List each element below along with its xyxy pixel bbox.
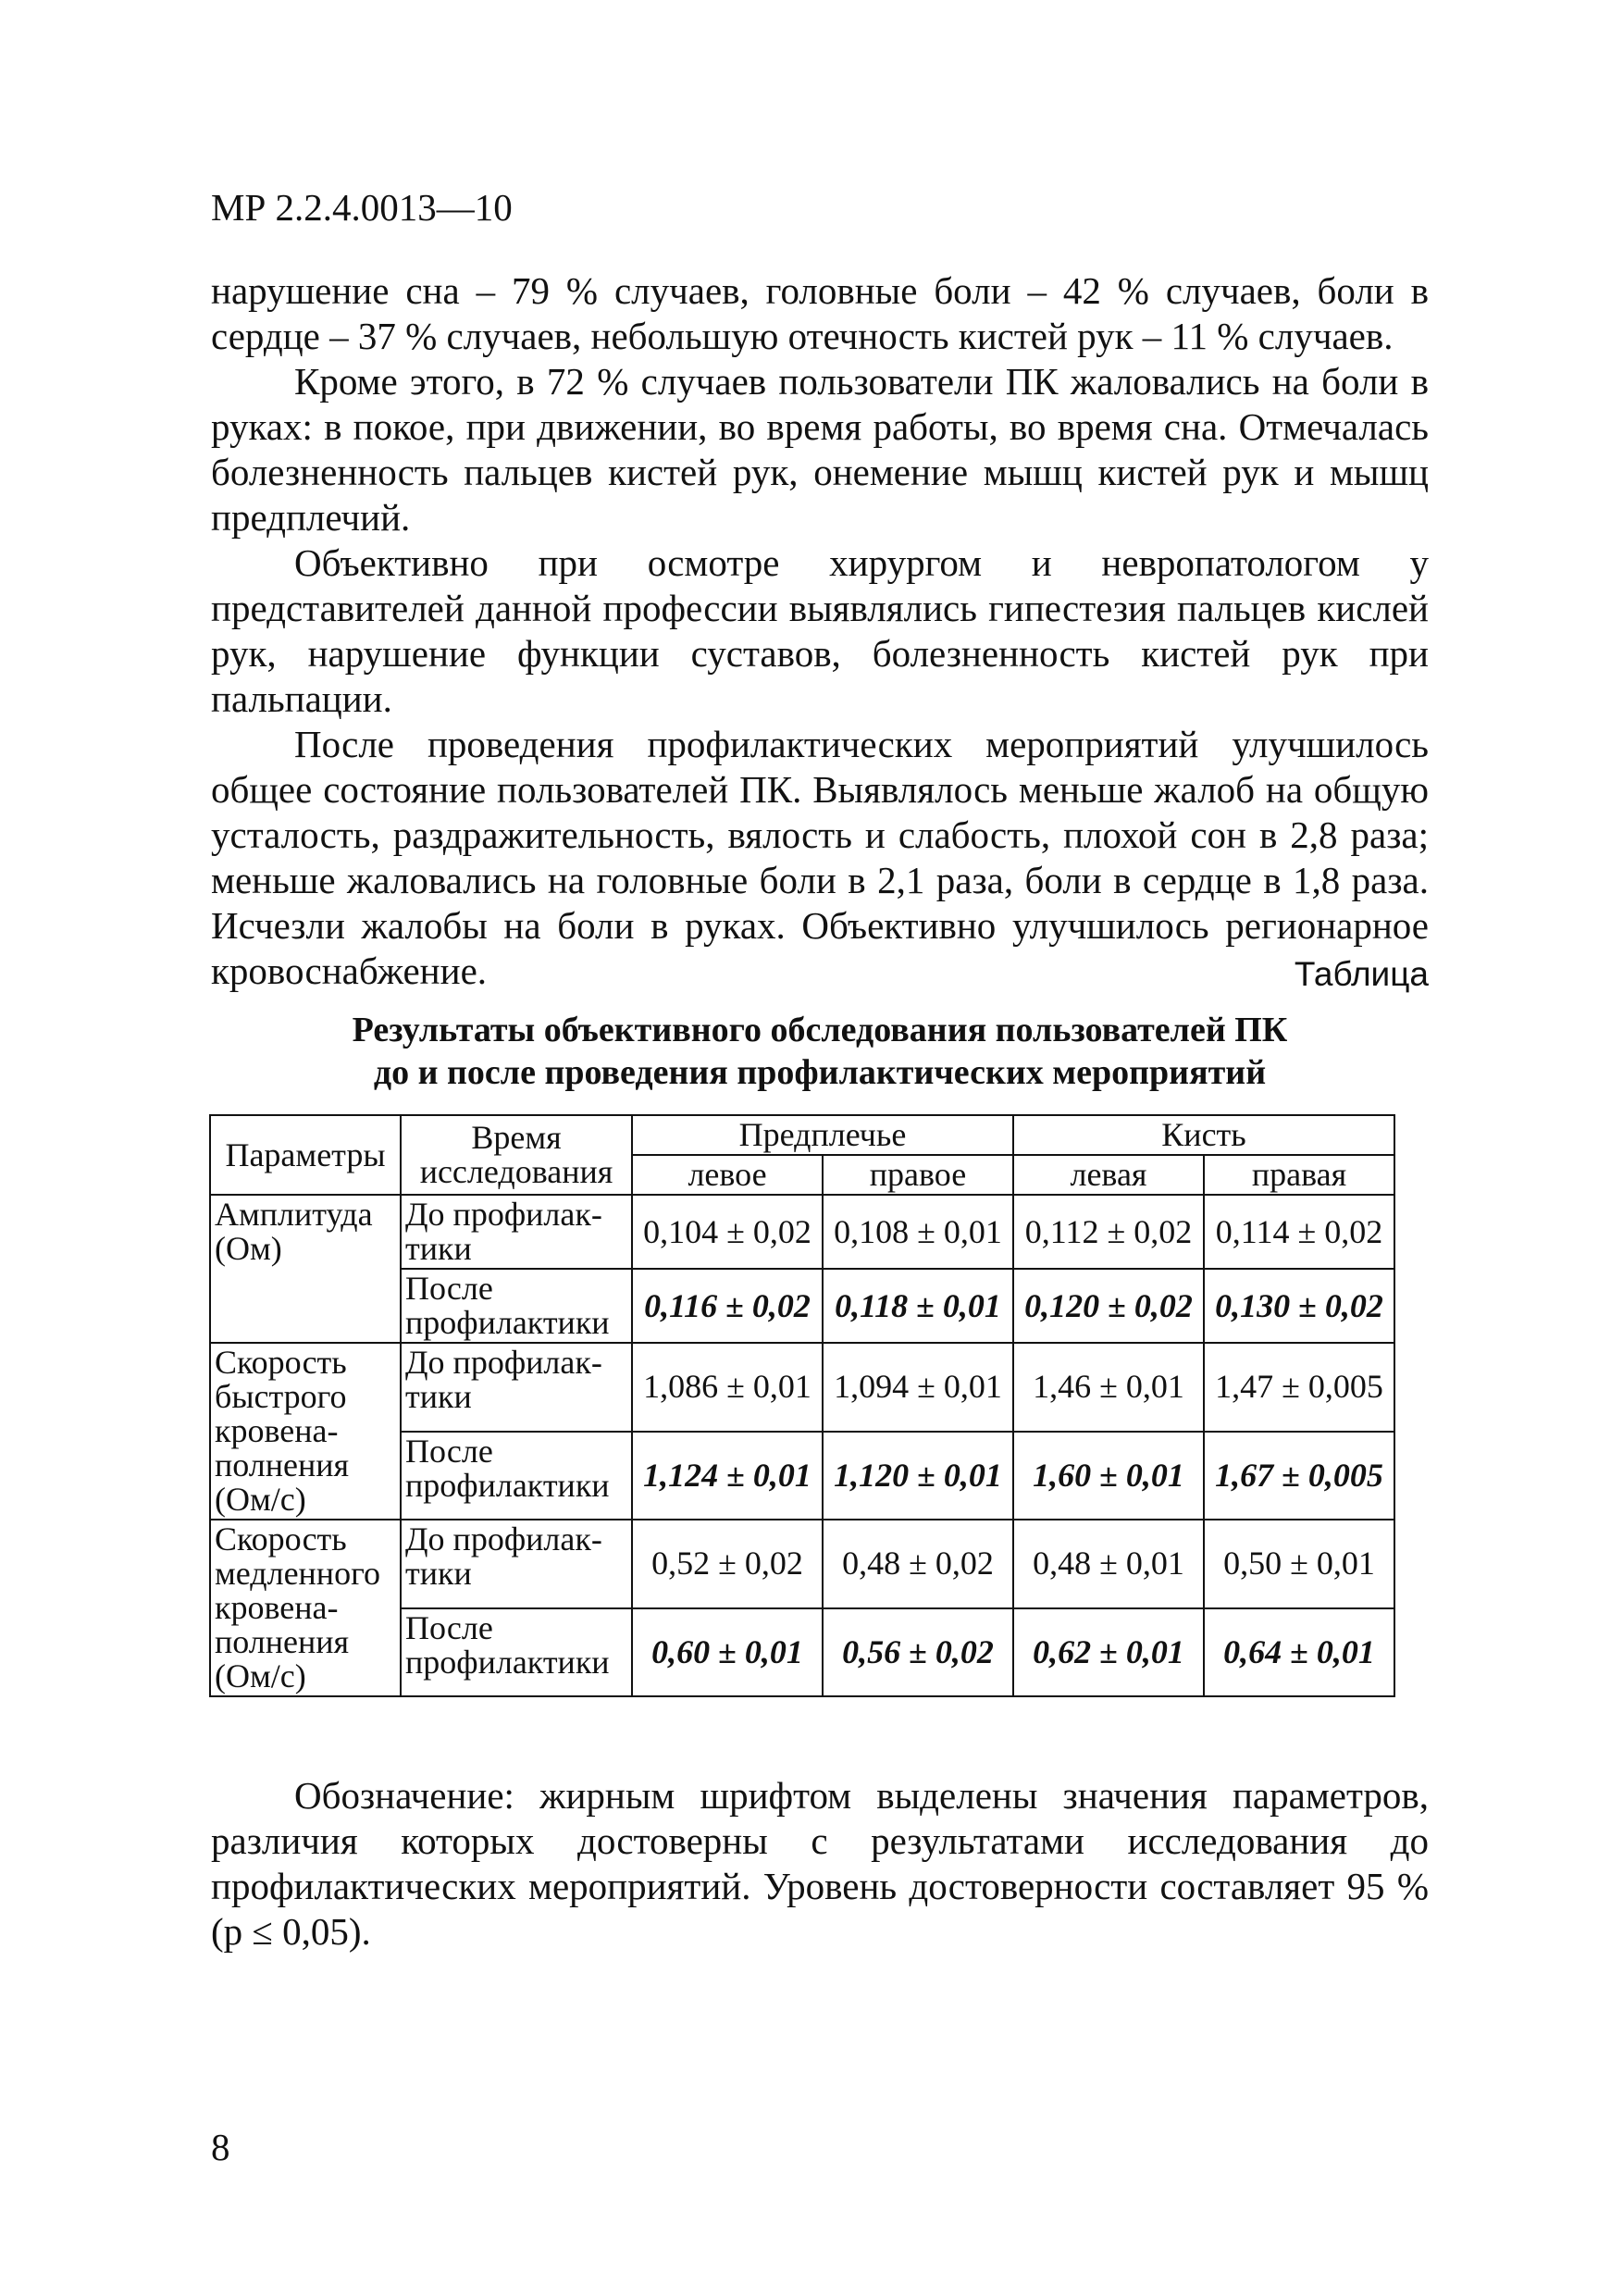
header-time: Время исследования xyxy=(401,1115,632,1195)
table-title-line-1: Результаты объективного обследования пользователей ПК xyxy=(352,1011,1288,1049)
time-cell: До профилак-тики xyxy=(401,1343,632,1432)
table-row xyxy=(210,1195,1394,1269)
header-right-hand: правая xyxy=(1204,1155,1394,1195)
time-cell: До профилак-тики xyxy=(401,1520,632,1608)
header-params: Параметры xyxy=(210,1115,401,1195)
value-cell-significant: 0,120 ± 0,02 xyxy=(1013,1269,1204,1343)
time-cell: До профилак-тики xyxy=(401,1195,632,1269)
value-cell: 0,52 ± 0,02 xyxy=(632,1520,823,1608)
table-header-row xyxy=(210,1115,1394,1155)
value-cell: 0,112 ± 0,02 xyxy=(1013,1195,1204,1269)
header-left-forearm: левое xyxy=(632,1155,823,1195)
document-code: МР 2.2.4.0013—10 xyxy=(211,186,513,229)
body-text xyxy=(211,268,1429,994)
value-cell: 0,50 ± 0,01 xyxy=(1204,1520,1394,1608)
note-text: Обозначение: жирным шрифтом выделены значения параметров, различия которых достоверны с результатами исследования до профилактических мероприятий. Уровень достоверности составляет 95 % (p ≤ 0,05). xyxy=(211,1774,1429,1953)
table-row xyxy=(210,1343,1394,1432)
value-cell-significant: 1,67 ± 0,005 xyxy=(1204,1432,1394,1520)
time-cell: После профилактики xyxy=(401,1269,632,1343)
time-cell: После профилактики xyxy=(401,1608,632,1697)
table-note xyxy=(211,1773,1429,1955)
paragraph: Кроме этого, в 72 % случаев пользователи ПК жаловались на боли в руках: в покое, при движении, во время работы, во время сна. Отмечалась болезненность пальцев кистей рук, онемение мышц кистей рук и мышц предплечий. xyxy=(211,360,1429,539)
table-title-line-2: до и после проведения профилактических мероприятий xyxy=(373,1053,1267,1092)
value-cell: 0,108 ± 0,01 xyxy=(823,1195,1013,1269)
paragraph: После проведения профилактических мероприятий улучшилось общее состояние пользователей ПК. Выявлялось меньше жалоб на общую усталость, раздражительность, вялость и слабость, плохой сон в 2,8 раза; меньше жаловались на головные боли в 2,1 раза, боли в сердце в 1,8 раза. Исчезли жалобы на боли в руках. Объективно улучшилось регионарное кровоснабжение. xyxy=(211,723,1429,992)
param-cell: Скорость быстрого кровена-полнения (Ом/с) xyxy=(210,1343,401,1520)
value-cell-significant: 0,118 ± 0,01 xyxy=(823,1269,1013,1343)
table-title xyxy=(211,1009,1429,1094)
paragraph: нарушение сна – 79 % случаев, головные боли – 42 % случаев, боли в сердце – 37 % случаев, небольшую отечность кистей рук – 11 % случаев. xyxy=(211,269,1429,357)
value-cell-significant: 0,60 ± 0,01 xyxy=(632,1608,823,1697)
value-cell-significant: 1,120 ± 0,01 xyxy=(823,1432,1013,1520)
header-left-hand: левая xyxy=(1013,1155,1204,1195)
value-cell-significant: 0,56 ± 0,02 xyxy=(823,1608,1013,1697)
table-label: Таблица xyxy=(1294,955,1429,993)
value-cell-significant: 1,124 ± 0,01 xyxy=(632,1432,823,1520)
paragraph: Объективно при осмотре хирургом и невропатологом у представителей данной профессии выявлялись гипестезия пальцев кислей рук, нарушение функции суставов, болезненность кистей рук при пальпации. xyxy=(211,541,1429,720)
param-cell: Амплитуда (Ом) xyxy=(210,1195,401,1343)
value-cell: 1,094 ± 0,01 xyxy=(823,1343,1013,1432)
header-right-forearm: правое xyxy=(823,1155,1013,1195)
value-cell: 0,104 ± 0,02 xyxy=(632,1195,823,1269)
value-cell-significant: 1,60 ± 0,01 xyxy=(1013,1432,1204,1520)
value-cell: 1,47 ± 0,005 xyxy=(1204,1343,1394,1432)
param-cell: Скорость медленного кровена-полнения (Ом/с) xyxy=(210,1520,401,1696)
value-cell-significant: 0,64 ± 0,01 xyxy=(1204,1608,1394,1697)
header-forearm: Предплечье xyxy=(632,1115,1013,1155)
page-number: 8 xyxy=(211,2126,230,2168)
value-cell: 0,48 ± 0,01 xyxy=(1013,1520,1204,1608)
value-cell: 0,114 ± 0,02 xyxy=(1204,1195,1394,1269)
value-cell: 0,48 ± 0,02 xyxy=(823,1520,1013,1608)
value-cell-significant: 0,130 ± 0,02 xyxy=(1204,1269,1394,1343)
table-row xyxy=(210,1520,1394,1608)
header-hand: Кисть xyxy=(1013,1115,1394,1155)
results-table xyxy=(209,1114,1395,1697)
value-cell: 1,086 ± 0,01 xyxy=(632,1343,823,1432)
value-cell-significant: 0,116 ± 0,02 xyxy=(632,1269,823,1343)
value-cell-significant: 0,62 ± 0,01 xyxy=(1013,1608,1204,1697)
time-cell: После профилактики xyxy=(401,1432,632,1520)
value-cell: 1,46 ± 0,01 xyxy=(1013,1343,1204,1432)
